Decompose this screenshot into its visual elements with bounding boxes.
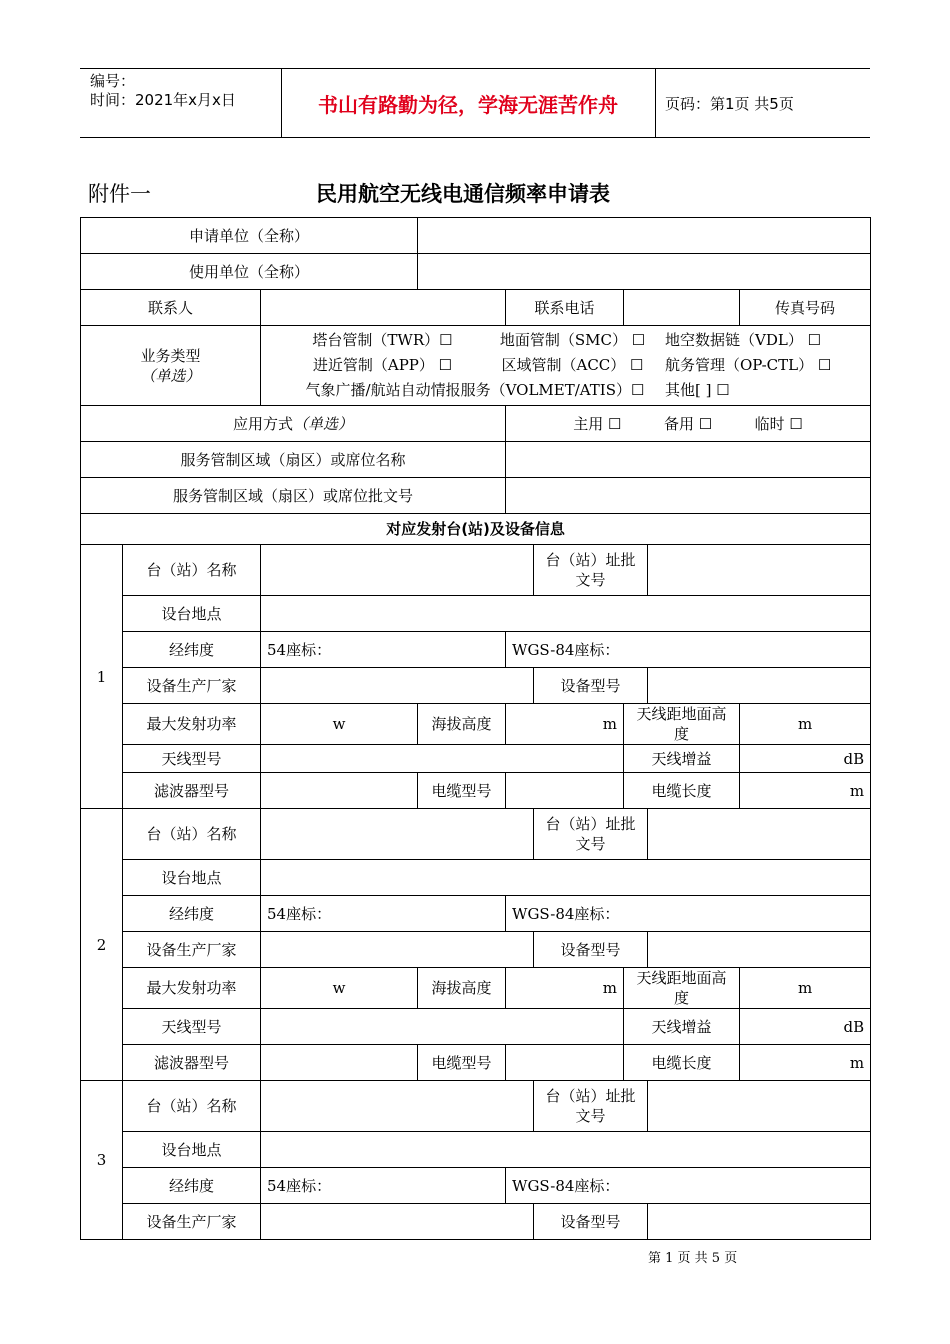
app-option-primary[interactable]: 主用 ☐ [573, 414, 622, 433]
service-option-smc[interactable]: 地面管制（SMC） ☐ [499, 331, 646, 349]
app-mode-hint: （单选） [293, 414, 354, 433]
contact-label: 联系人 [81, 290, 261, 326]
station-doc-label: 台（站）址批文号 [534, 809, 648, 860]
service-option-app[interactable]: 进近管制（APP） ☐ [312, 356, 453, 374]
station-name-field[interactable] [261, 1081, 534, 1132]
serial-label: 编号： [90, 72, 136, 90]
cable-model-field[interactable] [506, 773, 624, 809]
wgs84-field[interactable]: WGS-84座标： [506, 632, 871, 668]
maker-label: 设备生产厂家 [123, 932, 261, 968]
cable-length-field[interactable]: m [740, 773, 871, 809]
model-field[interactable] [648, 932, 871, 968]
site-label: 设台地点 [123, 596, 261, 632]
station-name-label: 台（站）名称 [123, 809, 261, 860]
user-unit-field[interactable] [418, 254, 871, 290]
site-field[interactable] [261, 1132, 871, 1168]
ant-height-label: 天线距地面高度 [624, 968, 740, 1009]
station-doc-label: 台（站）址批文号 [534, 545, 648, 596]
app-option-backup[interactable]: 备用 ☐ [663, 414, 713, 433]
service-option-vdl[interactable]: 地空数据链（VDL） ☐ [665, 331, 822, 349]
station-doc-field[interactable] [648, 1081, 871, 1132]
maker-field[interactable] [261, 668, 534, 704]
station-number: 2 [81, 809, 123, 1081]
maker-label: 设备生产厂家 [123, 1204, 261, 1240]
maker-field[interactable] [261, 1204, 534, 1240]
cable-model-field[interactable] [506, 1045, 624, 1081]
ant-height-label: 天线距地面高度 [624, 704, 740, 745]
model-label: 设备型号 [534, 1204, 648, 1240]
coord54-field[interactable]: 54座标： [261, 896, 506, 932]
wgs84-field[interactable]: WGS-84座标： [506, 1168, 871, 1204]
applicant-unit-field[interactable] [418, 218, 871, 254]
ant-gain-field[interactable]: dB [740, 745, 871, 773]
header-page-number: 页码：第1页 共5页 [665, 95, 794, 113]
cable-model-label: 电缆型号 [418, 773, 506, 809]
ant-height-field[interactable]: m [740, 704, 871, 745]
cable-length-field[interactable]: m [740, 1045, 871, 1081]
header-motto: 书山有路勤为径，学海无涯苦作舟 [318, 92, 618, 117]
service-type-text: 业务类型 [140, 346, 201, 365]
altitude-field[interactable]: m [506, 704, 624, 745]
latlon-label: 经纬度 [123, 896, 261, 932]
station-doc-label: 台（站）址批文号 [534, 1081, 648, 1132]
phone-label: 联系电话 [506, 290, 624, 326]
station-name-label: 台（站）名称 [123, 1081, 261, 1132]
service-option-acc[interactable]: 区域管制（ACC） ☐ [501, 356, 644, 374]
single-choice-hint: （单选） [140, 366, 201, 385]
altitude-field[interactable]: m [506, 968, 624, 1009]
header-divider [655, 69, 656, 137]
station-number: 3 [81, 1081, 123, 1240]
max-power-label: 最大发射功率 [123, 968, 261, 1009]
coord54-field[interactable]: 54座标： [261, 632, 506, 668]
ant-gain-label: 天线增益 [624, 745, 740, 773]
model-label: 设备型号 [534, 932, 648, 968]
altitude-label: 海拔高度 [418, 704, 506, 745]
ant-gain-label: 天线增益 [624, 1009, 740, 1045]
sector-name-label: 服务管制区域（扇区）或席位名称 [81, 442, 506, 478]
sector-doc-label: 服务管制区域（扇区）或席位批文号 [81, 478, 506, 514]
max-power-field[interactable]: w [261, 704, 418, 745]
app-mode-options [506, 406, 871, 442]
contact-field[interactable] [261, 290, 506, 326]
section-header: 对应发射台(站)及设备信息 [81, 514, 871, 545]
filter-model-field[interactable] [261, 773, 418, 809]
phone-field[interactable] [624, 290, 740, 326]
ant-model-field[interactable] [261, 1009, 624, 1045]
user-unit-label: 使用单位（全称） [81, 254, 418, 290]
ant-height-field[interactable]: m [740, 968, 871, 1009]
site-label: 设台地点 [123, 860, 261, 896]
app-mode-text: 应用方式 [233, 414, 294, 433]
station-doc-field[interactable] [648, 809, 871, 860]
site-label: 设台地点 [123, 1132, 261, 1168]
sector-name-field[interactable] [506, 442, 871, 478]
sector-doc-field[interactable] [506, 478, 871, 514]
cable-model-label: 电缆型号 [418, 1045, 506, 1081]
fax-label: 传真号码 [740, 290, 871, 326]
station-name-field[interactable] [261, 809, 534, 860]
latlon-label: 经纬度 [123, 632, 261, 668]
site-field[interactable] [261, 860, 871, 896]
maker-label: 设备生产厂家 [123, 668, 261, 704]
filter-model-label: 滤波器型号 [123, 773, 261, 809]
coord54-field[interactable]: 54座标： [261, 1168, 506, 1204]
service-option-other[interactable]: 其他[ ] ☐ [665, 381, 730, 399]
ant-model-field[interactable] [261, 745, 624, 773]
service-option-twr[interactable]: 塔台管制（TWR）☐ [312, 331, 453, 349]
page-header [80, 68, 870, 138]
app-option-temporary[interactable]: 临时 ☐ [754, 414, 803, 433]
applicant-unit-label: 申请单位（全称） [81, 218, 418, 254]
service-option-opctl[interactable]: 航务管理（OP-CTL） ☐ [665, 356, 832, 374]
filter-model-field[interactable] [261, 1045, 418, 1081]
station-doc-field[interactable] [648, 545, 871, 596]
model-field[interactable] [648, 668, 871, 704]
page-footer: 第 1 页 共 5 页 [648, 1251, 738, 1266]
service-type-label [81, 326, 261, 406]
model-field[interactable] [648, 1204, 871, 1240]
ant-model-label: 天线型号 [123, 745, 261, 773]
altitude-label: 海拔高度 [418, 968, 506, 1009]
wgs84-field[interactable]: WGS-84座标： [506, 896, 871, 932]
station-number: 1 [81, 545, 123, 809]
attachment-label: 附件一 [88, 182, 151, 206]
site-field[interactable] [261, 596, 871, 632]
station-name-field[interactable] [261, 545, 534, 596]
header-meta [90, 72, 236, 110]
model-label: 设备型号 [534, 668, 648, 704]
app-mode-label [81, 406, 506, 442]
latlon-label: 经纬度 [123, 1168, 261, 1204]
filter-model-label: 滤波器型号 [123, 1045, 261, 1081]
cable-length-label: 电缆长度 [624, 1045, 740, 1081]
maker-field[interactable] [261, 932, 534, 968]
ant-model-label: 天线型号 [123, 1009, 261, 1045]
max-power-label: 最大发射功率 [123, 704, 261, 745]
max-power-field[interactable]: w [261, 968, 418, 1009]
service-type-options [261, 326, 871, 406]
station-name-label: 台（站）名称 [123, 545, 261, 596]
cable-length-label: 电缆长度 [624, 773, 740, 809]
ant-gain-field[interactable]: dB [740, 1009, 871, 1045]
time-label: 时间：2021年x月x日 [90, 91, 236, 109]
application-form [80, 217, 871, 1240]
service-option-volmet[interactable]: 气象广播/航站自动情报服务（VOLMET/ATIS）☐ [305, 381, 645, 399]
document-title: 民用航空无线电通信频率申请表 [316, 182, 610, 206]
